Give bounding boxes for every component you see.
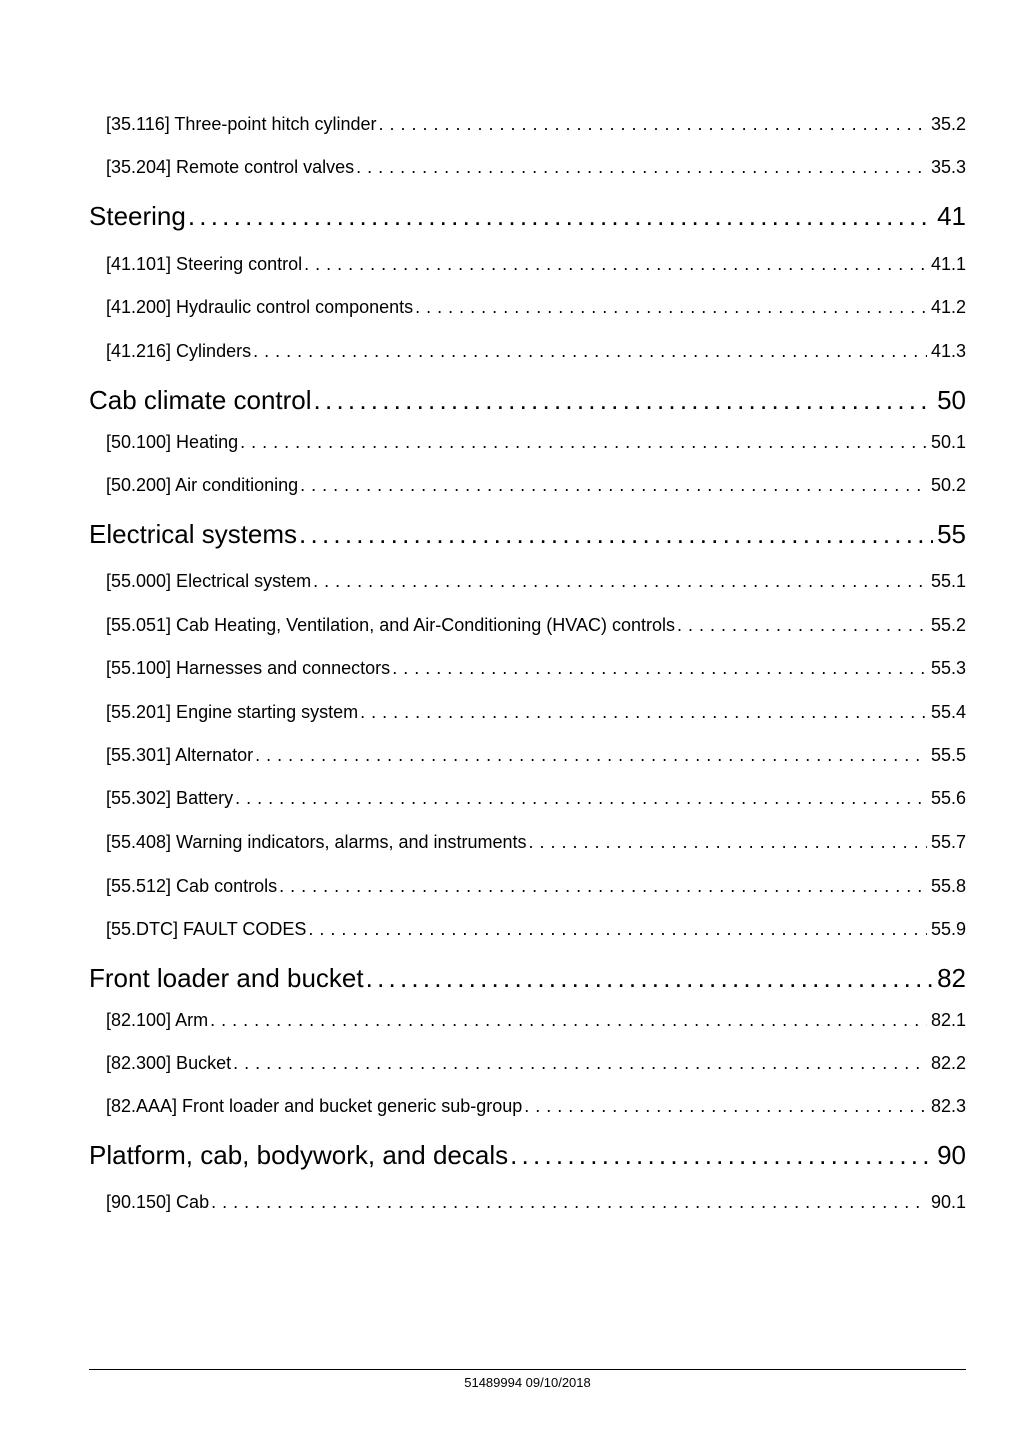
toc-entry-page: 35.2	[930, 114, 966, 134]
toc-entry-page: 82.1	[930, 1010, 966, 1030]
toc-section-page: 90	[937, 1140, 966, 1170]
toc-entry-page: 55.7	[930, 832, 966, 852]
toc-entry-label: [55.DTC] FAULT CODES	[106, 919, 307, 939]
toc-section-steering[interactable]	[89, 200, 966, 232]
toc-entry-page: 35.3	[930, 157, 966, 177]
toc-section-platform-cab-bodywork-decals[interactable]	[89, 1139, 966, 1171]
toc-entry-label: [55.408] Warning indicators, alarms, and instruments	[106, 832, 527, 852]
dot-leader	[255, 744, 927, 766]
dot-leader	[299, 518, 933, 550]
toc-entry-41-200[interactable]	[106, 296, 966, 318]
toc-entry-label: [50.200] Air conditioning	[106, 475, 299, 495]
toc-section-label: Steering	[89, 201, 186, 231]
toc-entry-label: [55.302] Battery	[106, 788, 234, 808]
toc-entry-90-150[interactable]	[106, 1191, 966, 1213]
dot-leader	[524, 1095, 927, 1117]
dot-leader	[253, 340, 927, 362]
toc-entry-55-201[interactable]	[106, 701, 966, 723]
footer-divider	[89, 1369, 966, 1370]
toc-entry-label: [55.000] Electrical system	[106, 571, 312, 591]
toc-entry-label: [82.AAA] Front loader and bucket generic sub-group	[106, 1096, 523, 1116]
toc-entry-page: 55.6	[930, 788, 966, 808]
dot-leader	[313, 570, 927, 592]
toc-entry-55-dtc[interactable]	[106, 918, 966, 940]
toc-entry-page: 55.8	[930, 876, 966, 896]
toc-entry-55-000[interactable]	[106, 570, 966, 592]
toc-entry-page: 50.1	[930, 432, 966, 452]
toc-entry-35-204[interactable]	[106, 156, 966, 178]
dot-leader	[188, 200, 933, 232]
toc-entry-page: 55.5	[930, 745, 966, 765]
footer-doc-id: 51489994 09/10/2018	[464, 1375, 591, 1390]
toc-entry-label: [41.216] Cylinders	[106, 341, 252, 361]
toc-entry-label: [82.300] Bucket	[106, 1053, 232, 1073]
dot-leader	[210, 1009, 927, 1031]
dot-leader	[360, 701, 927, 723]
toc-entry-page: 90.1	[930, 1192, 966, 1212]
toc-section-page: 82	[937, 963, 966, 993]
dot-leader	[529, 831, 927, 853]
dot-leader	[240, 431, 927, 453]
toc-entry-label: [41.200] Hydraulic control components	[106, 297, 414, 317]
toc-entry-55-512[interactable]	[106, 875, 966, 897]
dot-leader	[235, 787, 927, 809]
toc-entry-55-408[interactable]	[106, 831, 966, 853]
toc-section-page: 50	[937, 385, 966, 415]
toc-entry-50-200[interactable]	[106, 474, 966, 496]
toc-entry-page: 82.2	[930, 1053, 966, 1073]
dot-leader	[392, 657, 927, 679]
dot-leader	[677, 614, 927, 636]
toc-entry-41-216[interactable]	[106, 340, 966, 362]
toc-entry-55-301[interactable]	[106, 744, 966, 766]
toc-entry-50-100[interactable]	[106, 431, 966, 453]
toc-entry-page: 82.3	[930, 1096, 966, 1116]
toc-entry-page: 55.4	[930, 702, 966, 722]
toc-entry-label: [50.100] Heating	[106, 432, 239, 452]
toc-entry-label: [55.100] Harnesses and connectors	[106, 658, 391, 678]
toc-entry-page: 41.3	[930, 341, 966, 361]
toc-entry-page: 55.9	[930, 919, 966, 939]
toc-entry-41-101[interactable]	[106, 253, 966, 275]
toc-section-label: Cab climate control	[89, 385, 312, 415]
toc-entry-label: [35.204] Remote control valves	[106, 157, 355, 177]
dot-leader	[211, 1191, 927, 1213]
toc-entry-label: [55.301] Alternator	[106, 745, 254, 765]
toc-entry-label: [55.051] Cab Heating, Ventilation, and Air-Conditioning (HVAC) controls	[106, 615, 675, 635]
toc-entry-55-302[interactable]	[106, 787, 966, 809]
toc-entry-page: 41.2	[930, 297, 966, 317]
toc-section-front-loader-and-bucket[interactable]	[89, 962, 966, 994]
toc-entry-page: 55.1	[930, 571, 966, 591]
toc-entry-82-aaa[interactable]	[106, 1095, 966, 1117]
toc-entry-label: [55.201] Engine starting system	[106, 702, 359, 722]
toc-entry-label: [55.512] Cab controls	[106, 876, 278, 896]
dot-leader	[308, 918, 927, 940]
toc-entry-55-051[interactable]	[106, 614, 966, 636]
toc-entry-label: [35.116] Three-point hitch cylinder	[106, 114, 377, 134]
toc-entry-35-116[interactable]	[106, 113, 966, 135]
toc-section-label: Platform, cab, bodywork, and decals	[89, 1140, 509, 1170]
dot-leader	[366, 962, 933, 994]
dot-leader	[304, 253, 927, 275]
toc-entry-label: [82.100] Arm	[106, 1010, 209, 1030]
toc-entry-label: [90.150] Cab	[106, 1192, 210, 1212]
toc-entry-82-300[interactable]	[106, 1052, 966, 1074]
toc-entry-82-100[interactable]	[106, 1009, 966, 1031]
dot-leader	[510, 1139, 933, 1171]
toc-section-cab-climate-control[interactable]	[89, 384, 966, 416]
toc-section-electrical-systems[interactable]	[89, 518, 966, 550]
toc-section-label: Electrical systems	[89, 519, 298, 549]
toc-entry-page: 55.3	[930, 658, 966, 678]
toc-entry-page: 41.1	[930, 254, 966, 274]
dot-leader	[300, 474, 927, 496]
dot-leader	[233, 1052, 927, 1074]
toc-section-page: 55	[937, 519, 966, 549]
toc-entry-page: 55.2	[930, 615, 966, 635]
dot-leader	[379, 113, 927, 135]
toc-section-label: Front loader and bucket	[89, 963, 364, 993]
dot-leader	[415, 296, 927, 318]
dot-leader	[314, 384, 934, 416]
toc-entry-label: [41.101] Steering control	[106, 254, 303, 274]
toc-entry-page: 50.2	[930, 475, 966, 495]
toc-entry-55-100[interactable]	[106, 657, 966, 679]
toc-section-page: 41	[937, 201, 966, 231]
dot-leader	[356, 156, 927, 178]
dot-leader	[279, 875, 927, 897]
